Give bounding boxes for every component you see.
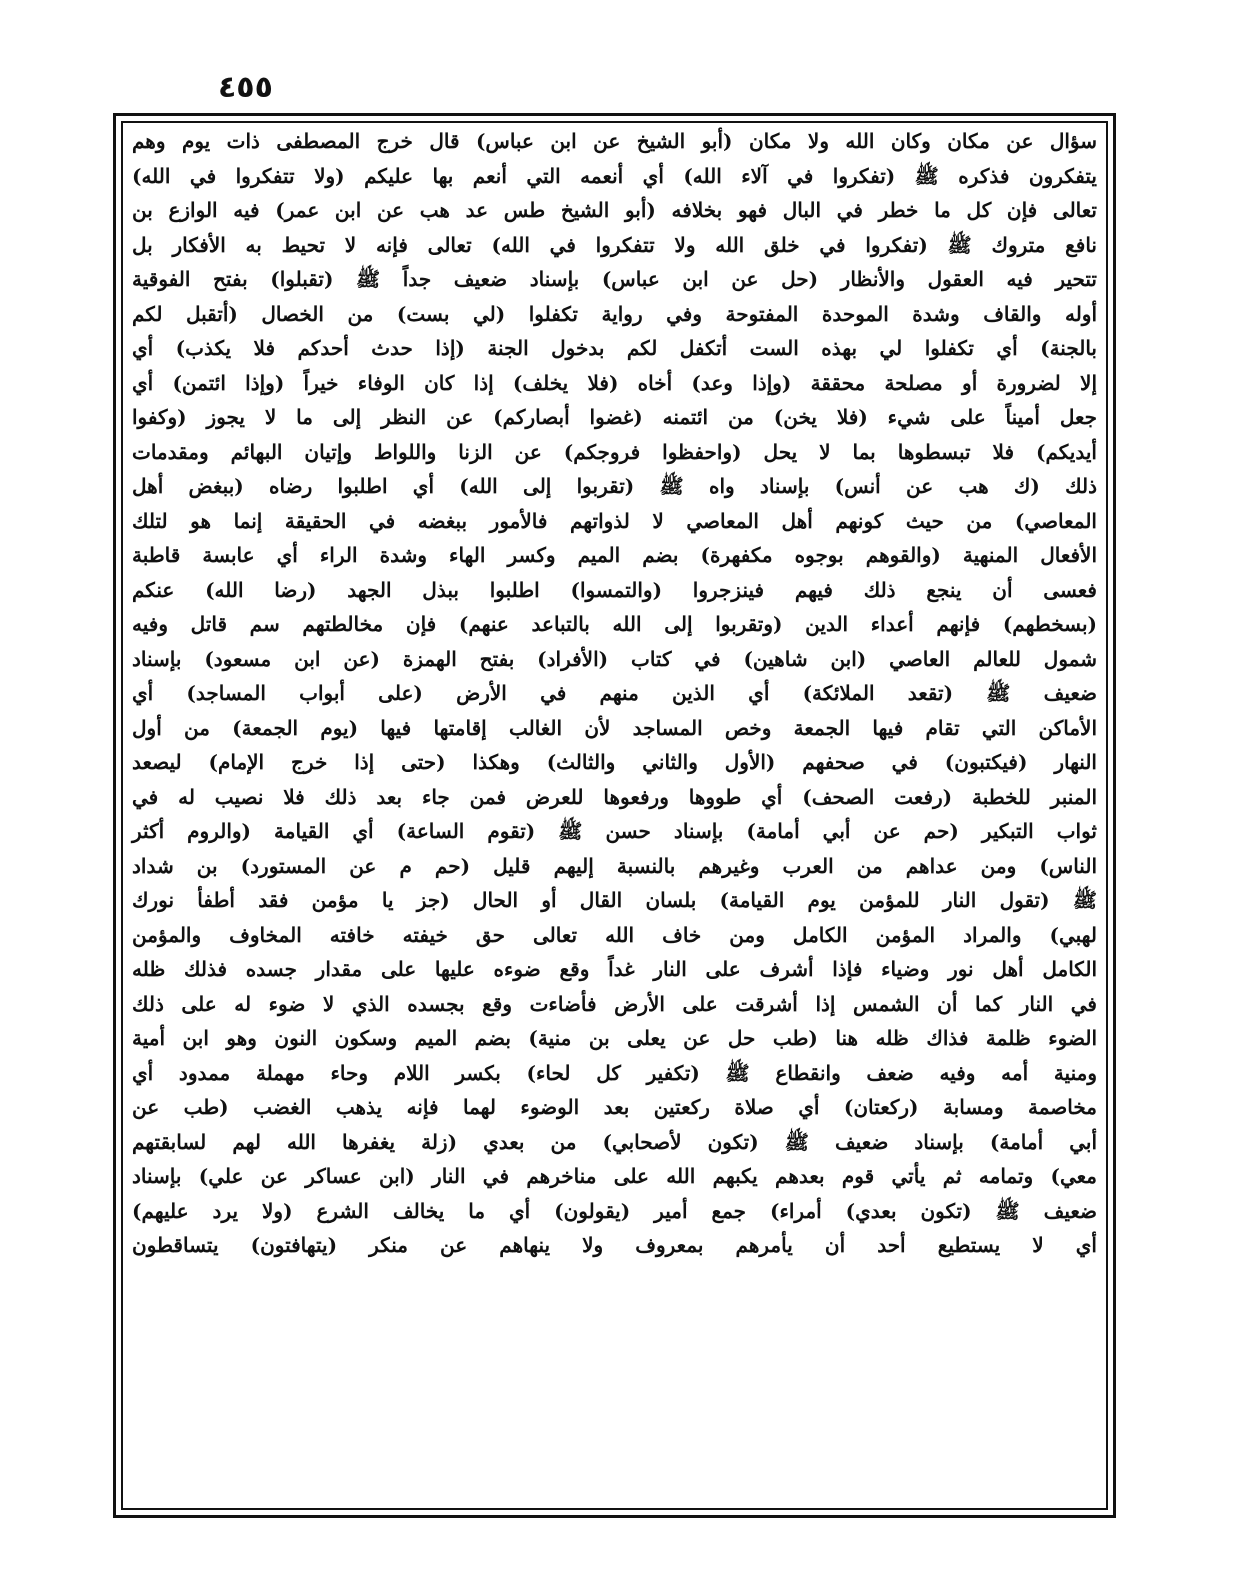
text-line: المعاصي) من حيث كونهم أهل المعاصي لا لذواتهم فالأمور ببغضه في الحقيقة إنما هو لتلك [132,508,1097,533]
text-line: ومنية أمه وفيه ضعف وانقطاع ﷺ (تكفير كل لحاء) بكسر اللام وحاء مهملة ممدود أي [132,1060,1097,1085]
text-line: (بسخطهم) فإنهم أعداء الدين (وتقربوا إلى الله بالتباعد عنهم) فإن مخالطتهم سم قاتل وفيه [132,612,1097,636]
text-line: تتحير فيه العقول والأنظار (حل عن ابن عباس) بإسناد ضعيف جداً ﷺ (تقبلوا) بفتح الفوقية [132,267,1097,291]
text-line: سؤال عن مكان وكان الله ولا مكان (أبو الشيخ عن ابن عباس) قال خرج المصطفى ذات يوم وهم [132,129,1097,153]
text-line: الأفعال المنهية (والقوهم بوجوه مكفهرة) بضم الميم وكسر الهاء وشدة الراء أي عابسة قاطبة [132,543,1097,567]
text-line: المنبر للخطبة (رفعت الصحف) أي طووها ورفعوها للعرض فمن جاء بعد ذلك فلا نصيب له في [132,784,1097,809]
text-line: ضعيف ﷺ (تكون بعدي) أمراء) جمع أمير (يقولون) أي ما يخالف الشرع (ولا يرد عليهم) [132,1198,1097,1223]
text-line: أيديكم) فلا تبسطوها بما لا يحل (واحفظوا فروجكم) عن الزنا واللواط وإتيان البهائم ومقدمات [132,439,1097,464]
text-line: لهبي) والمراد المؤمن الكامل ومن خاف الله تعالى حق خيفته خافته المخاوف والمؤمن [132,922,1097,947]
text-line: يتفكرون فذكره ﷺ (تفكروا في آلاء الله) أي أنعمه التي أنعم بها عليكم (ولا تتفكروا في الله) [132,163,1097,188]
text-line: أوله والقاف وشدة الموحدة المفتوحة وفي رواية تكفلوا (لي بست) من الخصال (أتقبل لكم [132,301,1097,326]
text-line: إلا لضرورة أو مصلحة محققة (وإذا وعد) أخاه (فلا يخلف) إذا كان الوفاء خيراً (وإذا ائتمن) أي [132,370,1097,395]
text-line: فعسى أن ينجع ذلك فيهم فينزجروا (والتمسوا) اطلبوا ببذل الجهد (رضا الله) عنكم [132,577,1097,602]
text-line: أي لا يستطيع أحد أن يأمرهم بمعروف ولا ينهاهم عن منكر (يتهافتون) يتساقطون [132,1233,1097,1257]
page-number: ٤٥٥ [218,70,273,105]
text-line: شمول للعالم العاصي (ابن شاهين) في كتاب (الأفراد) بفتح الهمزة (عن ابن مسعود) بإسناد [132,646,1097,671]
text-line: الناس) ومن عداهم من العرب وغيرهم بالنسبة إليهم قليل (حم م عن المستورد) بن شداد [132,853,1097,878]
main-text [128,124,1101,1504]
text-line: ﷺ (تقول النار للمؤمن يوم القيامة) بلسان القال أو الحال (جز يا مؤمن فقد أطفأ نورك [132,888,1097,912]
text-line: جعل أميناً على شيء (فلا يخن) من ائتمنه (غضوا أبصاركم) عن النظر إلى ما لا يجوز (وكفوا [132,405,1097,429]
text-line: في النار كما أن الشمس إذا أشرقت على الأرض فأضاءت وقع بجسده الذي لا ضوء له على ذلك [132,991,1097,1016]
text-line: مخاصمة ومسابة (ركعتان) أي صلاة ركعتين بعد الوضوء لهما فإنه يذهب الغضب (طب عن [132,1095,1097,1119]
text-line: ذلك (ك هب عن أنس) بإسناد واه ﷺ (تقربوا إلى الله) أي اطلبوا رضاه (ببغض أهل [132,474,1097,498]
text-line: النهار (فيكتبون) في صحفهم (الأول والثاني والثالث) وهكذا (حتى إذا خرج الإمام) ليصعد [132,750,1097,774]
text-line: الأماكن التي تقام فيها الجمعة وخص المساجد لأن الغالب إقامتها فيها (يوم الجمعة) من أول [132,715,1097,740]
text-line: بالجنة) أي تكفلوا لي بهذه الست أتكفل لكم بدخول الجنة (إذا حدث أحدكم فلا يكذب) أي [132,336,1097,360]
text-line: الضوء ظلمة فذاك ظله هنا (طب حل عن يعلى بن منية) بضم الميم وسكون النون وهو ابن أمية [132,1026,1097,1050]
text-line: أبي أمامة) بإسناد ضعيف ﷺ (تكون لأصحابي) من بعدي (زلة يغفرها الله لهم لسابقتهم [132,1129,1097,1154]
text-line: ثواب التبكير (حم عن أبي أمامة) بإسناد حسن ﷺ (تقوم الساعة) أي القيامة (والروم أكثر [132,819,1097,843]
text-line: معي) وتمامه ثم يأتي قوم بعدهم يكبهم الله على مناخرهم في النار (ابن عساكر عن علي) بإسناد [132,1164,1097,1188]
text-line: نافع متروك ﷺ (تفكروا في خلق الله ولا تتفكروا في الله) تعالى فإنه لا تحيط به الأفكار بل [132,232,1097,257]
text-line: ضعيف ﷺ (تقعد الملائكة) أي الذين منهم في الأرض (على أبواب المساجد) أي [132,681,1097,705]
text-line: تعالى فإن كل ما خطر في البال فهو بخلافه (أبو الشيخ طس عد هب عن ابن عمر) فيه الوازع بن [132,198,1097,222]
text-line: الكامل أهل نور وضياء فإذا أشرف على النار غداً وقع ضوءه عليها على مقدار جسده فذلك ظله [132,957,1097,981]
